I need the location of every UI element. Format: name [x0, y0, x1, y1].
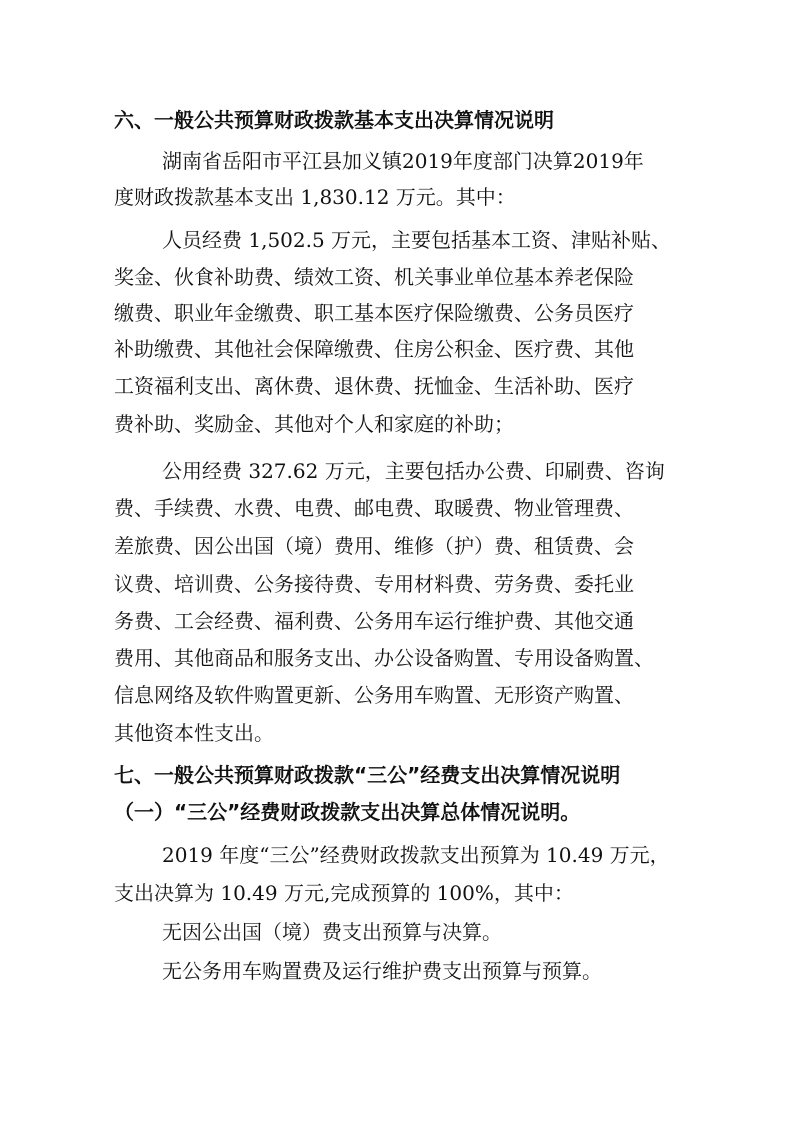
paragraph-line: 湖南省岳阳市平江县加义镇2019年度部门决算2019年 — [162, 149, 644, 173]
paragraph-line: 费补助、奖励金、其他对个人和家庭的补助； — [114, 412, 514, 436]
paragraph-line: 缴费、职业年金缴费、职工基本医疗保险缴费、公务员医疗 — [114, 301, 634, 325]
paragraph-line: 支出决算为 10.49 万元,完成预算的 100%，其中： — [114, 881, 574, 905]
paragraph-line: 补助缴费、其他社会保障缴费、住房公积金、医疗费、其他 — [114, 337, 634, 361]
paragraph-line: 信息网络及软件购置更新、公务用车购置、无形资产购置、 — [114, 683, 634, 707]
paragraph-line: 2019 年度“三公”经费财政拨款支出预算为 10.49 万元， — [162, 843, 670, 867]
paragraph-line: 费用、其他商品和服务支出、办公设备购置、专用设备购置、 — [114, 646, 654, 670]
paragraph-line: 公用经费 327.62 万元，主要包括办公费、印刷费、咨询 — [162, 459, 665, 483]
paragraph-line: 奖金、伙食补助费、绩效工资、机关事业单位基本养老保险 — [114, 265, 634, 289]
paragraph-line: 其他资本性支出。 — [114, 721, 274, 745]
paragraph-line: 人员经费 1,502.5 万元，主要包括基本工资、津贴补贴、 — [162, 228, 672, 252]
section-7-subheading: （一）“三公”经费财政拨款支出决算总体情况说明。 — [114, 800, 581, 824]
paragraph-line: 务费、工会经费、福利费、公务用车运行维护费、其他交通 — [114, 609, 634, 633]
paragraph-line: 工资福利支出、离休费、退休费、抚恤金、生活补助、医疗 — [114, 374, 634, 398]
paragraph-line: 无因公出国（境）费支出预算与决算。 — [162, 920, 502, 944]
paragraph-line: 无公务用车购置费及运行维护费支出预算与预算。 — [162, 959, 602, 983]
paragraph-line: 度财政拨款基本支出 1,830.12 万元。其中： — [114, 185, 516, 209]
section-6-heading: 六、一般公共预算财政拨款基本支出决算情况说明 — [114, 108, 554, 132]
paragraph-line: 差旅费、因公出国（境）费用、维修（护）费、租赁费、会 — [114, 534, 634, 558]
paragraph-line: 议费、培训费、公务接待费、专用材料费、劳务费、委托业 — [114, 572, 634, 596]
paragraph-line: 费、手续费、水费、电费、邮电费、取暖费、物业管理费、 — [114, 496, 634, 520]
section-7-heading: 七、一般公共预算财政拨款“三公”经费支出决算情况说明 — [114, 763, 621, 787]
